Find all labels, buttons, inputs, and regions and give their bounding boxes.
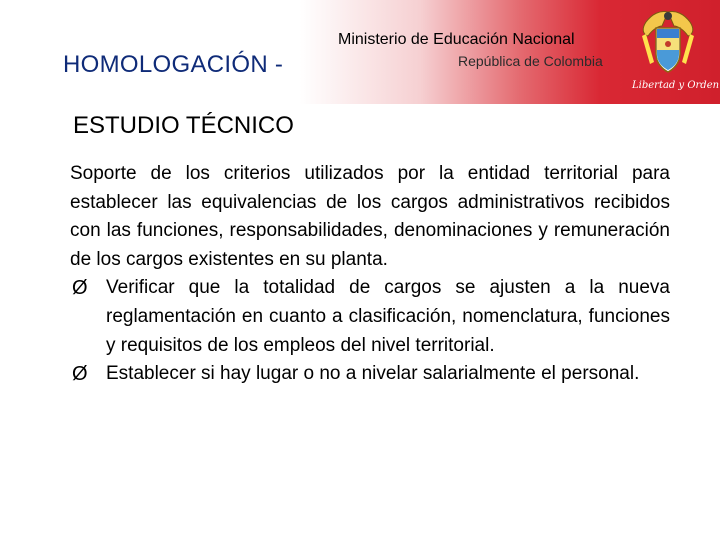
list-item: [70, 360, 670, 389]
motto-text: Libertad y Orden: [632, 80, 720, 91]
header-banner: [0, 0, 720, 104]
section-title: ESTUDIO TÉCNICO: [73, 112, 294, 139]
colombia-coat-of-arms-icon: [632, 6, 704, 78]
arrow-bullet-icon: Ø: [72, 277, 88, 300]
bullet-text: Establecer si hay lugar o no a nivelar salarialmente el personal.: [106, 363, 640, 385]
bullet-text: Verificar que la totalidad de cargos se ajusten a la nueva reglamentación en cuanto a clasificación, nomenclatura, funciones y requisitos de los empleos del nivel territorial.: [106, 277, 670, 356]
arrow-bullet-icon: Ø: [72, 363, 88, 386]
content-body: [70, 160, 670, 389]
list-item: [70, 274, 670, 360]
slide-title: HOMOLOGACIÓN -: [63, 51, 284, 78]
ministry-name: Ministerio de Educación Nacional: [338, 31, 575, 48]
republic-name: República de Colombia: [458, 53, 603, 69]
intro-paragraph: Soporte de los criterios utilizados por la entidad territorial para establecer las equivalencias de los cargos administrativos recibidos con las funciones, responsabilidades, denominaciones y remuneración de los cargos existentes en su planta.: [70, 163, 670, 270]
